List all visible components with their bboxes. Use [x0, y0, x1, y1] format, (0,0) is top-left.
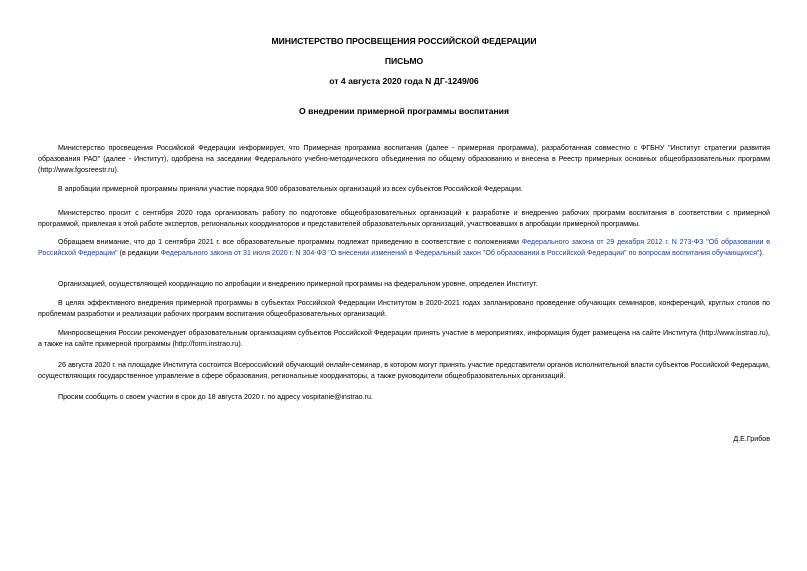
paragraph-6: В целях эффективного внедрения примерной программы в субъектах Российской Федерации Институтом в 2020-2021 годах запланировано проведение обучающих семинаров, конференций, круглых столов по проблемам разработки и реализации рабочих программ воспитания общеобразовательных организаций. [38, 299, 770, 318]
federal-law-273-link[interactable]: Федерального закона от 29 декабря 2012 г. N 273-ФЗ "Об образовании в Российской Федерации" [38, 238, 770, 257]
document-subject: О внедрении примерной программы воспитания [299, 106, 509, 116]
ministry-title: МИНИСТЕРСТВО ПРОСВЕЩЕНИЯ РОССИЙСКОЙ ФЕДЕРАЦИИ [271, 36, 537, 46]
paragraph-1: Министерство просвещения Российской Федерации информирует, что Примерная программа воспитания (далее - примерная программа), разработанная совместно с ФГБНУ "Институт стратегии развития образования РАО" (далее - Институт), одобрена на заседании Федерального учебно-методического объединения по общему образованию и внесена в Реестр примерных основных общеобразовательных программ (http://www.fgosreestr.ru). [38, 144, 770, 174]
document-date-number: от 4 августа 2020 года N ДГ-1249/06 [329, 76, 479, 86]
paragraph-3: Министерство просит с сентября 2020 года организовать работу по подготовке общеобразовательных организаций к разработке и внедрению рабочих программ воспитания в соответствии с примерной программой, привлекая к этой работе экспертов, региональных координаторов и представителей образовательных организаций, участвовавших в апробации примерной программы. [38, 209, 770, 228]
paragraph-2: В апробации примерной программы приняли участие порядка 900 образовательных организаций из всех субъектов Российской Федерации. [58, 185, 523, 193]
document-type: ПИСЬМО [384, 56, 424, 66]
paragraph-4-text-a: Обращаем внимание, что до 1 сентября 2021 г. все образовательные программы подлежат приведению в соответствие с положениями [58, 238, 522, 246]
paragraph-4-text-c: ). [759, 249, 764, 257]
paragraph-5: Организацией, осуществляющей координацию по апробации и внедрению примерной программы на федеральном уровне, определен Институт. [58, 280, 538, 288]
paragraph-9: Просим сообщить о своем участии в срок до 18 августа 2020 г. по адресу vospitanie@instrao.ru. [58, 393, 373, 401]
paragraph-7: Минпросвещения России рекомендует образовательным организациям субъектов Российской Федерации принять участие в мероприятиях, информация будет размещена на сайте Института (http://www.instrao.ru), а также на сайте примерной программы (http://form.instrao.ru). [38, 329, 770, 348]
paragraph-4 [38, 237, 770, 259]
signature: Д.Е.Грибов [733, 435, 770, 443]
federal-law-304-link[interactable]: Федерального закона от 31 июля 2020 г. N 304-ФЗ "О внесении изменений в Федеральный закон "Об образовании в Российской Федерации" по вопросам воспитания обучающихся" [160, 249, 760, 257]
paragraph-4-text-b: (в редакции [117, 249, 161, 257]
paragraph-8: 26 августа 2020 г. на площадке Института состоится Всероссийский обучающий онлайн-семинар, в котором могут принять участие представители органов исполнительной власти субъектов Российской Федерации, осуществляющих государственное управление в сфере образования, региональные координаторы, а также руководители общеобразовательных организаций. [38, 361, 770, 380]
